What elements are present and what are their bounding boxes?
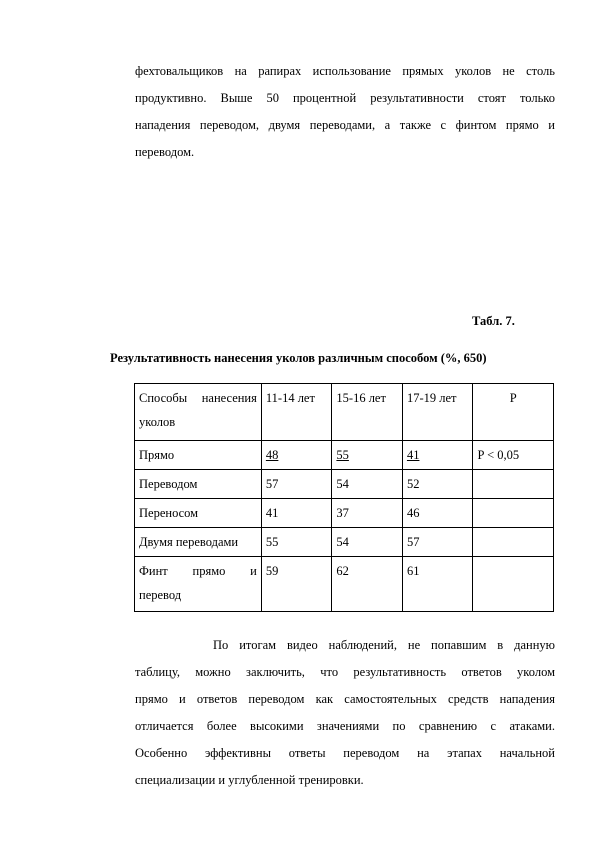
cell-value: [261, 441, 332, 470]
cell-value-underlined: 48: [265, 448, 279, 462]
table-row: [135, 528, 554, 557]
cell-value: 61: [402, 557, 473, 612]
paragraph-line: фехтовальщиков на рапирах использование прямых уколов не столь: [135, 64, 555, 78]
cell-method-line1: Финт прямо и: [139, 564, 257, 578]
body-paragraph-bottom: [135, 632, 555, 794]
header-method: [135, 384, 262, 441]
cell-value-underlined: 41: [406, 448, 420, 462]
cell-value: [332, 441, 403, 470]
table-row: [135, 557, 554, 612]
table-number: Табл. 7.: [472, 314, 515, 328]
cell-p: P < 0,05: [473, 441, 554, 470]
header-method-line2: уколов: [139, 415, 176, 429]
table-row: [135, 470, 554, 499]
paragraph-line: По итогам видео наблюдений, не попавшим в данную: [213, 638, 555, 652]
cell-value: 57: [261, 470, 332, 499]
cell-value: 46: [402, 499, 473, 528]
cell-value: 57: [402, 528, 473, 557]
cell-p: [473, 470, 554, 499]
cell-value: 54: [332, 470, 403, 499]
cell-p: [473, 528, 554, 557]
cell-value-underlined: 55: [336, 448, 349, 462]
paragraph-line: таблицу, можно заключить, что результативность ответов уколом: [135, 665, 555, 679]
header-age-11-14: 11-14 лет: [261, 384, 332, 441]
paragraph-line: продуктивно. Выше 50 процентной результативности стоят только: [135, 91, 555, 105]
cell-method: Двумя переводами: [135, 528, 262, 557]
cell-value: 59: [261, 557, 332, 612]
paragraph-line: переводом.: [135, 145, 195, 159]
paragraph-line: отличается более высокими значениями по сравнению с атаками.: [135, 719, 555, 733]
cell-value: 62: [332, 557, 403, 612]
cell-p: [473, 557, 554, 612]
table-row: [135, 441, 554, 470]
cell-value: 55: [261, 528, 332, 557]
table-row: [135, 499, 554, 528]
cell-value: [402, 441, 473, 470]
header-p: P: [473, 384, 554, 441]
paragraph-line: нападения переводом, двумя переводами, а также с финтом прямо и: [135, 118, 555, 132]
cell-value: 41: [261, 499, 332, 528]
table-header-row: [135, 384, 554, 441]
table-title: Результативность нанесения уколов различным способом (%, 650): [110, 351, 487, 365]
cell-value: 54: [332, 528, 403, 557]
header-method-line1: Способы нанесения: [139, 391, 257, 405]
cell-method: Переводом: [135, 470, 262, 499]
cell-value: 37: [332, 499, 403, 528]
cell-value: 52: [402, 470, 473, 499]
cell-method: [135, 557, 262, 612]
cell-method-line2: перевод: [139, 588, 182, 602]
paragraph-line: Особенно эффективны ответы переводом на этапах начальной: [135, 746, 555, 760]
paragraph-line: специализации и углубленной тренировки.: [135, 773, 364, 787]
body-paragraph-top: [135, 58, 555, 166]
paragraph-line: прямо и ответов переводом как самостоятельных средств нападения: [135, 692, 555, 706]
header-age-17-19: 17-19 лет: [402, 384, 473, 441]
results-table: [134, 383, 554, 612]
header-age-15-16: 15-16 лет: [332, 384, 403, 441]
cell-method: Переносом: [135, 499, 262, 528]
cell-method: Прямо: [135, 441, 262, 470]
cell-p: [473, 499, 554, 528]
